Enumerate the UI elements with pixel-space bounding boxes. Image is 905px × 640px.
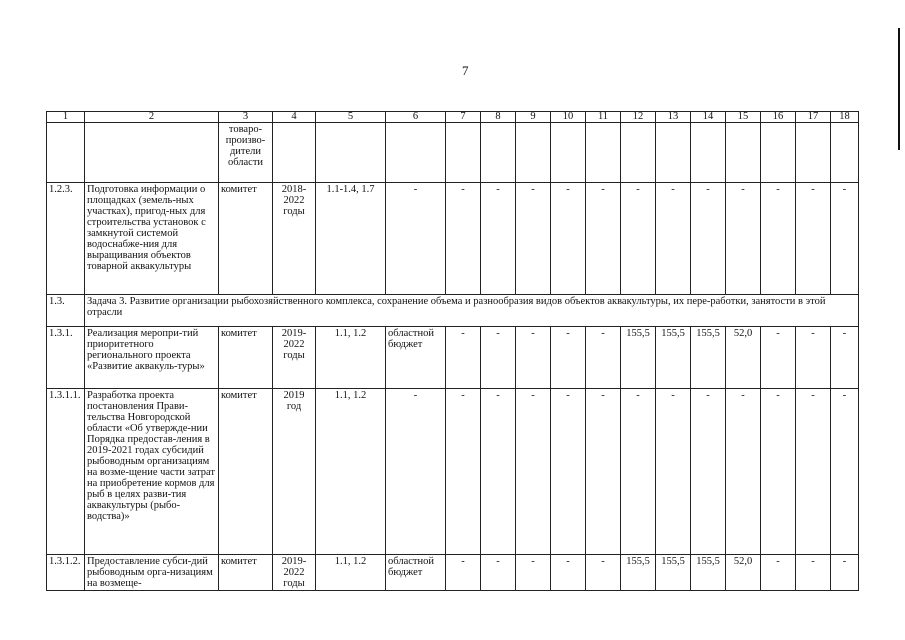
period-cell: 2018- 2022 годы <box>273 183 316 295</box>
value-cell: - <box>621 389 656 555</box>
value-cell: - <box>516 183 551 295</box>
scan-edge-mark <box>898 28 900 150</box>
measure-name: Реализация меропри-тий приоритетного регионального проекта «Развитие аквакуль-туры» <box>85 327 219 389</box>
measure-name: Подготовка информации о площадках (земель-ных участках), пригод-ных для строительства установок с замкнутой системой водоснабже-ния для выращивания объектов товарной аквакультуры <box>85 183 219 295</box>
funding-source: - <box>386 389 446 555</box>
value-cell: 155,5 <box>691 555 726 591</box>
empty-cell <box>85 123 219 183</box>
indicators-cell: 1.1, 1.2 <box>316 389 386 555</box>
funding-source: областной бюджет <box>386 555 446 591</box>
empty-cell <box>516 123 551 183</box>
table-row <box>47 555 859 591</box>
value-cell: 155,5 <box>621 327 656 389</box>
column-number: 1 <box>47 112 85 123</box>
empty-cell <box>481 123 516 183</box>
value-cell: 52,0 <box>726 555 761 591</box>
value-cell: - <box>446 327 481 389</box>
row-number: 1.2.3. <box>47 183 85 295</box>
value-cell: - <box>551 327 586 389</box>
value-cell: - <box>761 389 796 555</box>
value-cell: 155,5 <box>656 555 691 591</box>
indicators-cell: 1.1-1.4, 1.7 <box>316 183 386 295</box>
value-cell: 155,5 <box>621 555 656 591</box>
column-number: 18 <box>831 112 859 123</box>
column-number: 12 <box>621 112 656 123</box>
value-cell: - <box>586 555 621 591</box>
column-number: 4 <box>273 112 316 123</box>
row-number: 1.3.1. <box>47 327 85 389</box>
row-number: 1.3.1.1. <box>47 389 85 555</box>
value-cell: - <box>586 183 621 295</box>
value-cell: - <box>481 555 516 591</box>
column-number: 13 <box>656 112 691 123</box>
executor-cell: комитет <box>219 327 273 389</box>
table-row <box>47 327 859 389</box>
value-cell: 155,5 <box>656 327 691 389</box>
empty-cell <box>831 123 859 183</box>
value-cell: - <box>796 183 831 295</box>
value-cell: - <box>726 183 761 295</box>
empty-cell <box>796 123 831 183</box>
value-cell: - <box>656 389 691 555</box>
empty-cell <box>726 123 761 183</box>
value-cell: - <box>481 389 516 555</box>
column-number: 10 <box>551 112 586 123</box>
empty-cell <box>551 123 586 183</box>
period-cell: 2019 год <box>273 389 316 555</box>
funding-source: областной бюджет <box>386 327 446 389</box>
value-cell: - <box>831 183 859 295</box>
column-number: 11 <box>586 112 621 123</box>
value-cell: - <box>831 327 859 389</box>
value-cell: - <box>796 555 831 591</box>
row-number: 1.3. <box>47 295 85 327</box>
value-cell: - <box>691 389 726 555</box>
period-cell: 2019- 2022 годы <box>273 555 316 591</box>
period-cell: 2019- 2022 годы <box>273 327 316 389</box>
value-cell: - <box>761 327 796 389</box>
column-number: 15 <box>726 112 761 123</box>
value-cell: - <box>446 389 481 555</box>
column-number: 5 <box>316 112 386 123</box>
empty-cell <box>621 123 656 183</box>
value-cell: - <box>831 555 859 591</box>
column-number: 9 <box>516 112 551 123</box>
page-number: 7 <box>462 63 469 78</box>
task-title: Задача 3. Развитие организации рыбохозяйственного комплекса, сохранение объема и разнообразия видов объектов аквакультуры, их пере-работки, занятости в этой отрасли <box>85 295 859 327</box>
empty-cell <box>761 123 796 183</box>
value-cell: - <box>831 389 859 555</box>
value-cell: - <box>516 327 551 389</box>
executor-cell: товаро- произво- дители области <box>219 123 273 183</box>
empty-cell <box>691 123 726 183</box>
value-cell: - <box>516 389 551 555</box>
value-cell: - <box>796 327 831 389</box>
value-cell: - <box>551 555 586 591</box>
column-number-row <box>47 112 859 123</box>
value-cell: - <box>726 389 761 555</box>
table-row <box>47 389 859 555</box>
value-cell: - <box>796 389 831 555</box>
empty-cell <box>586 123 621 183</box>
empty-cell <box>273 123 316 183</box>
value-cell: - <box>551 389 586 555</box>
executor-cell: комитет <box>219 555 273 591</box>
value-cell: - <box>586 327 621 389</box>
table-row <box>47 183 859 295</box>
value-cell: - <box>446 555 481 591</box>
value-cell: - <box>446 183 481 295</box>
executor-cell: комитет <box>219 389 273 555</box>
column-number: 2 <box>85 112 219 123</box>
column-number: 6 <box>386 112 446 123</box>
column-number: 8 <box>481 112 516 123</box>
indicators-cell: 1.1, 1.2 <box>316 555 386 591</box>
empty-cell <box>656 123 691 183</box>
column-number: 7 <box>446 112 481 123</box>
executor-cell: комитет <box>219 183 273 295</box>
column-number: 16 <box>761 112 796 123</box>
column-number: 17 <box>796 112 831 123</box>
value-cell: - <box>516 555 551 591</box>
value-cell: - <box>656 183 691 295</box>
value-cell: - <box>691 183 726 295</box>
value-cell: - <box>761 555 796 591</box>
row-number: 1.3.1.2. <box>47 555 85 591</box>
value-cell: - <box>621 183 656 295</box>
value-cell: - <box>761 183 796 295</box>
value-cell: - <box>551 183 586 295</box>
empty-cell <box>386 123 446 183</box>
empty-cell <box>47 123 85 183</box>
column-number: 14 <box>691 112 726 123</box>
table-row <box>47 123 859 183</box>
value-cell: 52,0 <box>726 327 761 389</box>
empty-cell <box>316 123 386 183</box>
indicators-cell: 1.1, 1.2 <box>316 327 386 389</box>
empty-cell <box>446 123 481 183</box>
measure-name: Разработка проекта постановления Прави-тельства Новгородской области «Об утвержде-нии Порядка предостав-ления в 2019-2021 годах субсидий рыбоводным организациям на возме-щение части затрат на приобретение кормов для рыб в целях разви-тия аквакультуры (рыбо-водства)» <box>85 389 219 555</box>
value-cell: - <box>481 183 516 295</box>
funding-source: - <box>386 183 446 295</box>
value-cell: - <box>481 327 516 389</box>
measure-name: Предоставление субси-дий рыбоводным орга-низациям на возмеще- <box>85 555 219 591</box>
value-cell: - <box>586 389 621 555</box>
program-table <box>46 111 859 591</box>
column-number: 3 <box>219 112 273 123</box>
value-cell: 155,5 <box>691 327 726 389</box>
task-row <box>47 295 859 327</box>
